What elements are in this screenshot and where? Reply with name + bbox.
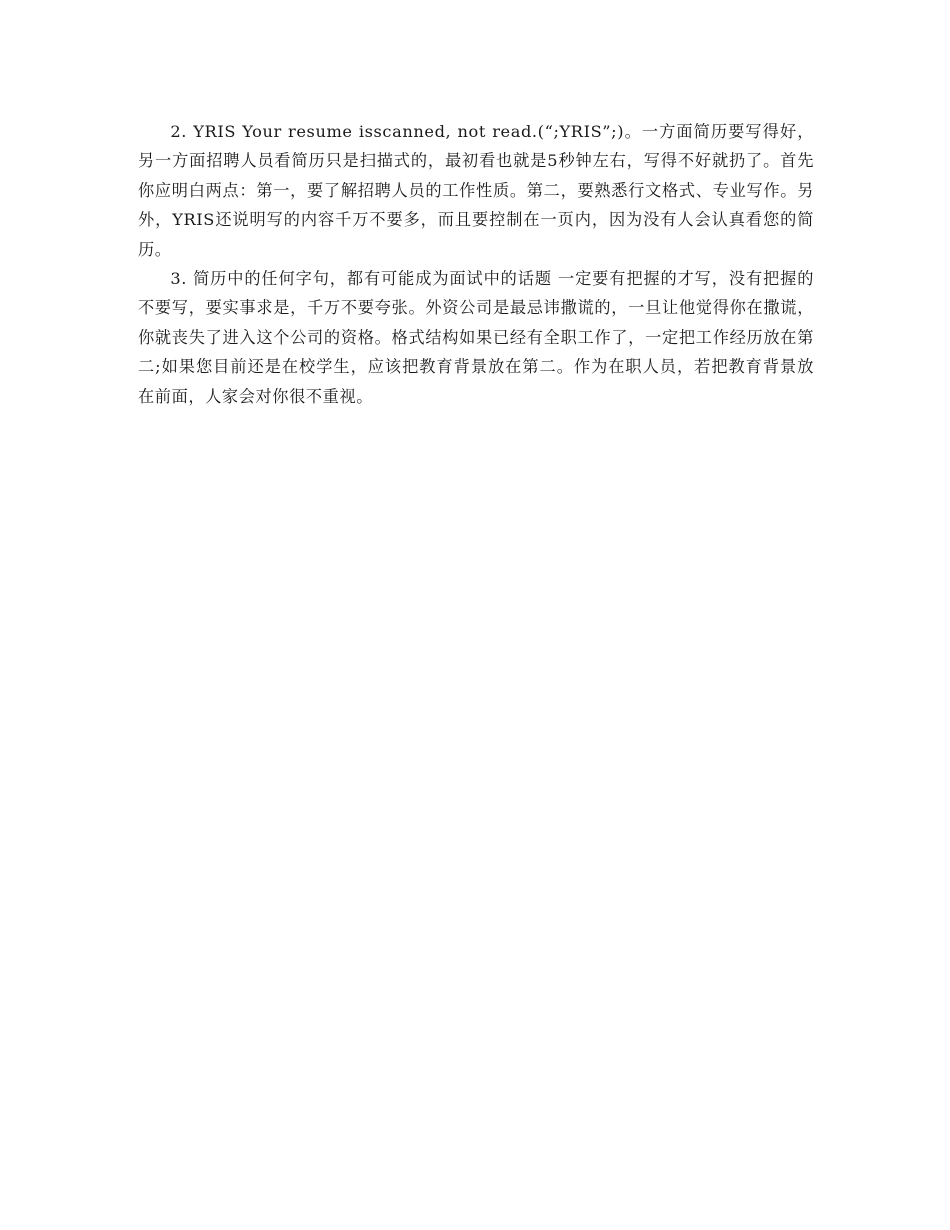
document-body (138, 117, 814, 411)
paragraph-3: 3. 简历中的任何字句，都有可能成为面试中的话题 一定要有把握的才写，没有把握的不要写，要实事求是，千万不要夸张。外资公司是最忌讳撒谎的，一旦让他觉得你在撒谎，你就丧失了进入这个公司的资格。格式结构如果已经有全职工作了，一定把工作经历放在第二;如果您目前还是在校学生，应该把教育背景放在第二。作为在职人员，若把教育背景放在前面，人家会对你很不重视。 (138, 269, 814, 406)
paragraph-2: 2. YRIS Your resume isscanned, not read.(“;YRIS”;)。一方面简历要写得好，另一方面招聘人员看简历只是扫描式的，最初看也就是5秒钟左右，写得不好就扔了。首先你应明白两点：第一，要了解招聘人员的工作性质。第二，要熟悉行文格式、专业写作。另外，YRIS还说明写的内容千万不要多，而且要控制在一页内，因为没有人会认真看您的简历。 (138, 122, 814, 259)
